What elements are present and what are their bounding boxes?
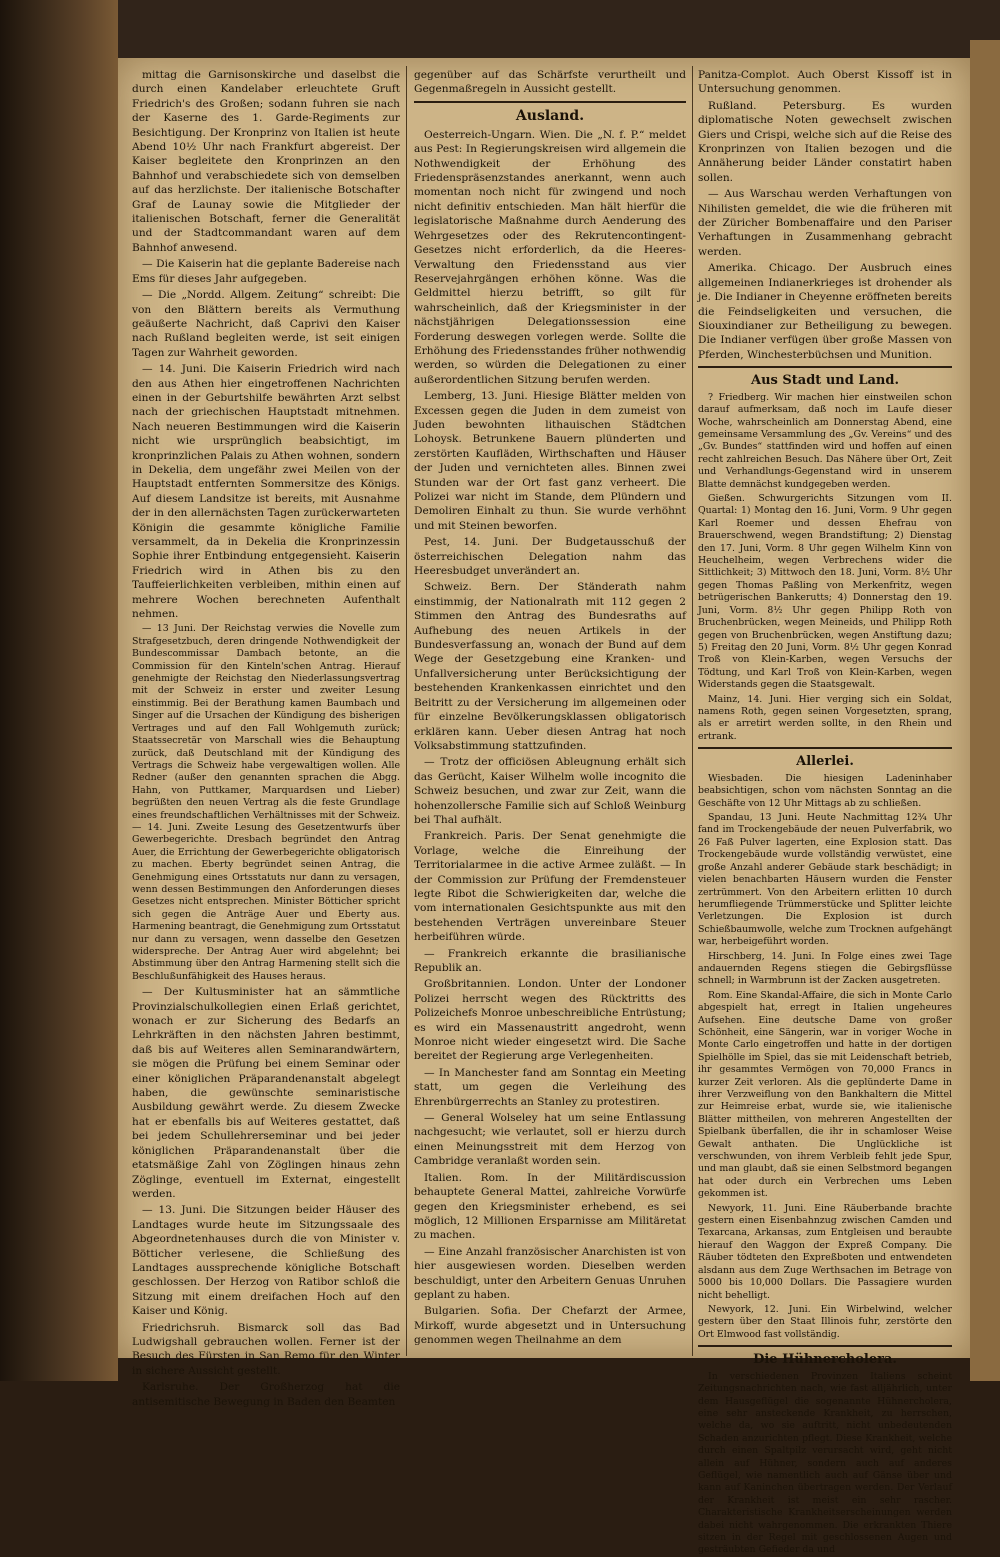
section-heading-allerlei: Allerlei. <box>796 754 854 770</box>
paragraph: Friedrichsruh. Bismarck soll das Bad Ludwigshall gebrauchen wollen. Ferner ist der Besuch des Fürsten in San Remo für den Winter in sichere Aussicht gestellt. <box>132 1321 400 1377</box>
paragraph: Schweiz. Bern. Der Ständerath nahm einstimmig, der Nationalrath mit 112 gegen 2 Stimmen den Antrag des Bundesraths auf Aufhebung des neuen Artikels in der Bundesverfassung an, wonach der Bund auf dem Wege der Gesetzgebung eine Kranken- und Unfallversicherung unter Berücksichtigung der bestehenden Krankenkassen einrichtet und den Beitritt zu der Versicherung im allgemeinen oder für einzelne Bevölkerungsklassen obligatorisch erklären kann. Ueber diesen Antrag hat noch Volksabstimmung stattzufinden. <box>414 581 686 752</box>
column-1 <box>132 68 400 1408</box>
paragraph: — Der Kultusminister hat an sämmtliche Provinzialschulkollegien einen Erlaß gerichtet, wonach er zur Sicherung des Bedarfs an Lehrkräften in den nächsten Jahren bestimmt, daß bis auf Weiteres allen Seminarandwärtern, sie mögen die Prüfung bei einem Seminar oder einer königlichen Präparandenanstalt abgelegt haben, die gewünschte seminaristische Ausbildung gewährt werde. Zu diesem Zwecke hat er ebenfalls bis auf Weiteres gestattet, daß bei jedem Schullehrerseminar und bei jeder königlichen Präparandenanstalt über die etatsmäßige Zahl von Zöglingen hinaus zehn Zöglinge, eventuell im Externat, eingestellt werden. <box>132 986 400 1200</box>
top-shadow <box>118 0 1000 58</box>
paragraph: Großbritannien. London. Unter der Londoner Polizei herrscht wegen des Rücktritts des Polizeichefs Monroe unbeschreibliche Entrüstung; es wird ein Massenaustritt angedroht, wenn Monroe nicht wieder eingesetzt wird. Die Sache bereitet der Regierung arge Verlegenheiten. <box>414 978 686 1063</box>
paragraph: — 14. Juni. Die Kaiserin Friedrich wird nach den aus Athen hier eingetroffenen Nachrichten einen in der Geburtshilfe bewährten Arzt selbst nach der griechischen Hauptstadt mitnehmen. Nach neueren Bestimmungen wird die Kaiserin nicht wie ursprünglich beabsichtigt, im kronprinzlichen Palais zu Athen wohnen, sondern in Dekelia, dem ungefähr zwei Meilen von der Hauptstadt entfernten Sommersitze des Königs. Auf diesem Landsitze ist bereits, mit Ausnahme der in den allernächsten Tagen zurückerwarteten Königin die gesammte königliche Familie versammelt, da in Dekelia die Kronprinzessin Sophie ihrer Entbindung entgegensieht. Kaiserin Friedrich wird in Athen bis zu den Tauffeierlichkeiten verbleiben, mithin einen auf mehrere Wochen berechneten Aufenthalt nehmen. <box>132 363 400 621</box>
section-rule <box>414 101 686 103</box>
paragraph: Frankreich. Paris. Der Senat genehmigte die Vorlage, welche die Einreihung der Territorialarmee in die active Armee zuläßt. — In der Commission zur Prüfung der Fremdensteuer legte Ribot die Schwierigkeiten dar, welche die vom internationalen Gesichtspunkte aus mit den bestehenden Verträgen unvereinbare Steuer herbeiführen würde. <box>414 830 686 944</box>
paragraph: — General Wolseley hat um seine Entlassung nachgesucht; wie verlautet, soll er hierzu durch einen Meinungsstreit mit dem Herzog von Cambridge veranlaßt worden sein. <box>414 1112 686 1168</box>
section-heading-huehnercholera: Die Hühnercholera. <box>753 1352 897 1368</box>
paragraph: ? Friedberg. Wir machen hier einstweilen schon darauf aufmerksam, daß noch im Laufe dieser Woche, wahrscheinlich am Donnerstag Abend, eine gemeinsame Versammlung des „Gv. Vereins“ und des „Gv. Bundes“ stattfinden wird und hoffen auf einen recht zahlreichen Besuch. Das Nähere über Ort, Zeit und Verhandlungs-Gegenstand wird in unserem Blatte demnächst kundgegeben werden. <box>698 391 952 490</box>
paragraph: In verschiedenen Provinzen Italiens scheint Zeitungsnachrichten nach, wie fast alljährlich, unter dem Hausgeflügel die sogenannte Hühnercholera, eine sehr ansteckende Krankheit, zu herrschen, welche da, wo sie auftritt, nicht unbedeutenden Schaden anzurichten pflegt. Diese Krankheit, welche durch einen Spaltpilz verursacht wird, geht nicht allein auf Hühner, sondern auch auf anderes Geflügel, wie namentlich auch auf Gänse über und kann auf Kaninchen übertragen werden. Der Verlauf der Krankheit ist meist ein sehr rascher. Charakteristische Krankheitserscheinungen werden dabei nicht wahrgenommen. Die erkrankten Thiere sitzen in der Regel mit geschlossenen Augen und gesträubten Gefieder da und <box>698 1370 952 1556</box>
newspaper-page <box>118 58 970 1556</box>
paragraph: — Eine Anzahl französischer Anarchisten ist von hier ausgewiesen worden. Dieselben werden beschuldigt, unter den Arbeitern Genuas Unruhen geplant zu haben. <box>414 1245 686 1301</box>
paragraph: — Trotz der officiösen Ableugnung erhält sich das Gerücht, Kaiser Wilhelm wolle incognito die Schweiz besuchen, und zwar zur Zeit, wann die hohenzollersche Familie sich auf Schloß Weinburg bei Thal aufhält. <box>414 756 686 826</box>
paragraph: Wiesbaden. Die hiesigen Ladeninhaber beabsichtigen, schon vom nächsten Sonntag an die Geschäfte von 12 Uhr Mittags ab zu schließen. <box>698 772 952 809</box>
paragraph: — 13. Juni. Die Sitzungen beider Häuser des Landtages wurde heute im Sitzungssaale des Abgeordnetenhauses durch die von Minister v. Bötticher verlesene, die Schließung des Landtages aussprechende königliche Botschaft geschlossen. Der Herzog von Ratibor schloß die Sitzung mit einem dreifachen Hoch auf den Kaiser und König. <box>132 1204 400 1318</box>
paragraph: — In Manchester fand am Sonntag ein Meeting statt, um gegen die Verleihung des Ehrenbürgerrechts an Stanley zu protestiren. <box>414 1066 686 1108</box>
paragraph: Hirschberg, 14. Juni. In Folge eines zwei Tage andauernden Regens stiegen die Gebirgsflüsse schnell; in Warmbrunn ist der Zacken ausgetreten. <box>698 950 952 987</box>
paragraph: Pest, 14. Juni. Der Budgetausschuß der österreichischen Delegation nahm das Heeresbudget unverändert an. <box>414 536 686 578</box>
paragraph: Mainz, 14. Juni. Hier verging sich ein Soldat, namens Roth, gegen seinen Vorgesetzten, sprang, als er arretirt werden sollte, in den Rhein und ertrank. <box>698 693 952 742</box>
column-3 <box>698 68 952 1556</box>
paragraph: Newyork, 11. Juni. Eine Räuberbande brachte gestern einen Eisenbahnzug zwischen Camden und Texarcana, Arkansas, zum Entgleisen und beraubte hierauf den Waggon der Expreß Company. Die Räuber tödteten den Expreßboten und entwendeten alsdann aus dem Zuge Werthsachen im Betrage von 5000 bis 10,000 Dollars. Die Passagiere wurden nicht behelligt. <box>698 1202 952 1301</box>
paragraph: Panitza-Complot. Auch Oberst Kissoff ist in Untersuchung genommen. <box>698 69 952 96</box>
paragraph: gegenüber auf das Schärfste verurtheilt und Gegenmaßregeln in Aussicht gestellt. <box>414 69 686 96</box>
paragraph: Oesterreich-Ungarn. Wien. Die „N. f. P.“ meldet aus Pest: In Regierungskreisen wird allgemein die Nothwendigkeit der Erhöhung des Friedenspräsenzstandes anerkannt, wenn auch momentan noch nicht für zwingend und noch nicht definitiv entschieden. Man hält hierfür die legislatorische Maßnahme durch Aenderung des Wehrgesetzes oder des Rekrutencontingent-Gesetzes nicht erforderlich, da die Heeres-Verwaltung den Friedensstand aus vier Reservejahrgängen erhöhen könne. Was die Geldmittel hierzu betrifft, so gilt für wahrscheinlich, daß der Kriegsminister in der nächstjährigen Delegationssession eine Forderung deswegen vorlegen werde. Sollte die Erhöhung des Friedensstandes früher nothwendig werden, so würden die Delegationen zu einer außerordentlichen Sitzung berufen werden. <box>414 128 686 386</box>
section-heading-stadt-land: Aus Stadt und Land. <box>751 373 899 389</box>
book-binding <box>0 0 118 1381</box>
adjacent-page-edge <box>970 40 1000 1381</box>
paragraph: — Die „Nordd. Allgem. Zeitung“ schreibt: Die von den Blättern bereits als Vermuthung geäußerte Nachricht, daß Caprivi den Kaiser nach Rußland begleiten werde, ist seit einigen Tagen zur Wahrheit geworden. <box>132 289 400 359</box>
column-rule <box>692 66 693 1356</box>
section-rule <box>698 747 952 749</box>
paragraph: Bulgarien. Sofia. Der Chefarzt der Armee, Mirkoff, wurde abgesetzt und in Untersuchung genommen wegen Theilnahme an dem <box>414 1305 686 1347</box>
paragraph: Rom. Eine Skandal-Affaire, die sich in Monte Carlo abgespielt hat, erregt in Italien ungeheures Aufsehen. Eine deutsche Dame von großer Schönheit, eine Sängerin, war in voriger Woche in Monte Carlo eingetroffen und hatte in der dortigen Spielhölle im Spiel, das sie mit Leidenschaft betrieb, ihr gesammtes Vermögen von 70,000 Francs in kurzer Zeit verloren. Als die geplünderte Dame in ihrer Verzweiflung von den Bankhaltern die Mittel zur Heimreise erbat, wurde sie, wie italienische Blätter mittheilen, von mehreren Angestellten der Spielbank überfallen, die ihr in schamloser Weise Gewalt anthaten. Die Unglückliche ist verschwunden, von ihrem Verbleib fehlt jede Spur, und man glaubt, daß sie einen Selbstmord begangen hat oder durch ein Verbrechen ums Leben gekommen ist. <box>698 989 952 1200</box>
reichstag-report: — 13 Juni. Der Reichstag verwies die Novelle zum Strafgesetzbuch, deren dringende Nothwendigkeit der Bundescommissar Dambach betonte, an die Commission für den Kinteln'schen Antrag. Hierauf genehmigte der Reichstag den Niederlassungsvertrag mit der Schweiz in erster und zweiter Lesung einstimmig. Bei der Berathung kamen Baumbach und Singer auf die Ursachen der Kündigung des bisherigen Vertrages und auf den Fall Wohlgemuth zurück; Staatssecretär von Marschall wies die Behauptung zurück, daß Deutschland mit der Kündigung des Vertrags die Schweiz habe vergewaltigen wollen. Alle Redner (außer den genannten sprachen die Abgg. Hahn, von Puttkamer, Marquardsen und Lieber) begrüßten den neuen Vertrag als die feste Grundlage eines freundschaftlichen Verhältnisses mit der Schweiz. — 14. Juni. Zweite Lesung des Gesetzentwurfs über Gewerbegerichte. Dresbach begründet den Antrag Auer, die Errichtung der Gewerbegerichte obligatorisch zu machen. Eberty begründet seinen Antrag, die Genehmigung eines Ortsstatuts nur dann zu versagen, wenn dessen Bestimmungen den Anforderungen dieses Gesetzes nicht entsprechen. Minister Bötticher spricht sich gegen die Anträge Auer und Eberty aus. Harmening beantragt, die Genehmigung zum Ortsstatut nur dann zu versagen, wenn dasselbe den Gesetzen widerspreche. Der Antrag Auer wird abgelehnt; bei Abstimmung über den Antrag Harmening stellt sich die Beschlußunfähigkeit des Hauses heraus. <box>132 623 400 982</box>
paragraph: Italien. Rom. In der Militärdiscussion behauptete General Mattei, zahlreiche Vorwürfe gegen den Kriegsminister erhebend, es sei möglich, 12 Millionen Ersparnisse am Militäretat zu machen. <box>414 1171 686 1242</box>
paragraph: Gießen. Schwurgerichts Sitzungen vom II. Quartal: 1) Montag den 16. Juni, Vorm. 9 Uhr gegen Karl Roemer und dessen Ehefrau von Brauerschwend, wegen Brandstiftung; 2) Dienstag den 17. Juni, Vorm. 8 Uhr gegen Wilhelm Kinn von Heuchelheim, wegen Verbrechens wider die Sittlichkeit; 3) Mittwoch den 18. Juni, Vorm. 8½ Uhr gegen Thomas Paßling von Merkenfritz, wegen betrügerischen Bankerutts; 4) Donnerstag den 19. Juni, Vorm. 8½ Uhr gegen Philipp Roth von Bruchenbrücken, wegen Meineids, und Philipp Roth gegen von Bruchenbrücken, wegen Anstiftung dazu; 5) Freitag den 20 Juni, Vorm. 8½ Uhr gegen Konrad Troß von Klein-Karben, wegen Versuchs der Tödtung, und Karl Troß von Klein-Karben, wegen Widerstands gegen die Staatsgewalt. <box>698 493 952 691</box>
paragraph: Rußland. Petersburg. Es wurden diplomatische Noten gewechselt zwischen Giers und Crispi, welche sich auf die Reise des Kronprinzen von Italien bezogen und die Annäherung beider Länder constatirt haben sollen. <box>698 99 952 184</box>
column-2 <box>414 68 686 1353</box>
paragraph: Lemberg, 13. Juni. Hiesige Blätter melden von Excessen gegen die Juden in dem zumeist von Juden bewohnten lithauischen Städtchen Lohoysk. Betrunkene Bauern plünderten und zerstörten Kaufläden, Wirthschaften und Häuser der Juden und vernichteten alles. Binnen zwei Stunden war der Ort fast ganz verheert. Die Polizei war nicht im Stande, dem Plündern und Demoliren Einhalt zu thun. Sie wurde verhöhnt und mit Steinen beworfen. <box>414 390 686 532</box>
paragraph: Amerika. Chicago. Der Ausbruch eines allgemeinen Indianerkrieges ist drohender als je. Die Indianer in Cheyenne eröffneten bereits die Feindseligkeiten und versuchen, die Siouxindianer zur Betheiligung zu bewegen. Die Indianer verfügen über große Massen von Pferden, Winchesterbüchsen und Munition. <box>698 262 952 361</box>
section-heading-ausland: Ausland. <box>515 107 585 124</box>
paragraph: Spandau, 13 Juni. Heute Nachmittag 12¾ Uhr fand im Trockengebäude der neuen Pulverfabrik, wo 26 Faß Pulver lagerten, eine Explosion statt. Das Trockengebäude wurde vollständig verwüstet, eine große Anzahl anderer Gebäude stark beschädigt; in vielen benachbarten Häusern wurden die Fenster zertrümmert. Von den Arbeitern erlitten 10 durch herumfliegende Trümmerstücke und Splitter leichte Verletzungen. Die Explosion ist durch Schießbaumwolle, welche zum Trocknen aufgehängt war, herbeigeführt worden. <box>698 812 952 948</box>
paragraph: mittag die Garnisonskirche und daselbst die durch einen Kandelaber erleuchtete Gruft Friedrich's des Großen; sodann fuhren sie nach der Kaserne des 1. Garde-Regiments zur Besichtigung. Der Kronprinz von Italien ist heute Abend 10½ Uhr nach Frankfurt abgereist. Der Kaiser begleitete den Kronprinzen an den Bahnhof und verabschiedete sich von demselben auf das herzlichste. Der italienische Botschafter Graf de Launay sowie die Mitglieder der italienischen Botschaft, ferner die Generalität und der Stadtcommandant waren auf dem Bahnhof anwesend. <box>132 69 400 254</box>
paragraph: — Die Kaiserin hat die geplante Badereise nach Ems für dieses Jahr aufgegeben. <box>132 258 400 285</box>
paragraph: Karlsruhe. Der Großherzog hat die antisemitische Bewegung in Baden den Beamten <box>132 1381 400 1408</box>
column-rule <box>406 66 407 1356</box>
paragraph: — Aus Warschau werden Verhaftungen von Nihilisten gemeldet, die wie die früheren mit der Züricher Bombenaffaire und den Pariser Verhaftungen in Zusammenhang gebracht werden. <box>698 188 952 258</box>
paragraph: — Frankreich erkannte die brasilianische Republik an. <box>414 947 686 974</box>
section-rule <box>698 1345 952 1347</box>
paragraph: Newyork, 12. Juni. Ein Wirbelwind, welcher gestern über den Staat Illinois fuhr, zerstörte den Ort Elmwood fast vollständig. <box>698 1303 952 1340</box>
section-rule <box>698 366 952 368</box>
